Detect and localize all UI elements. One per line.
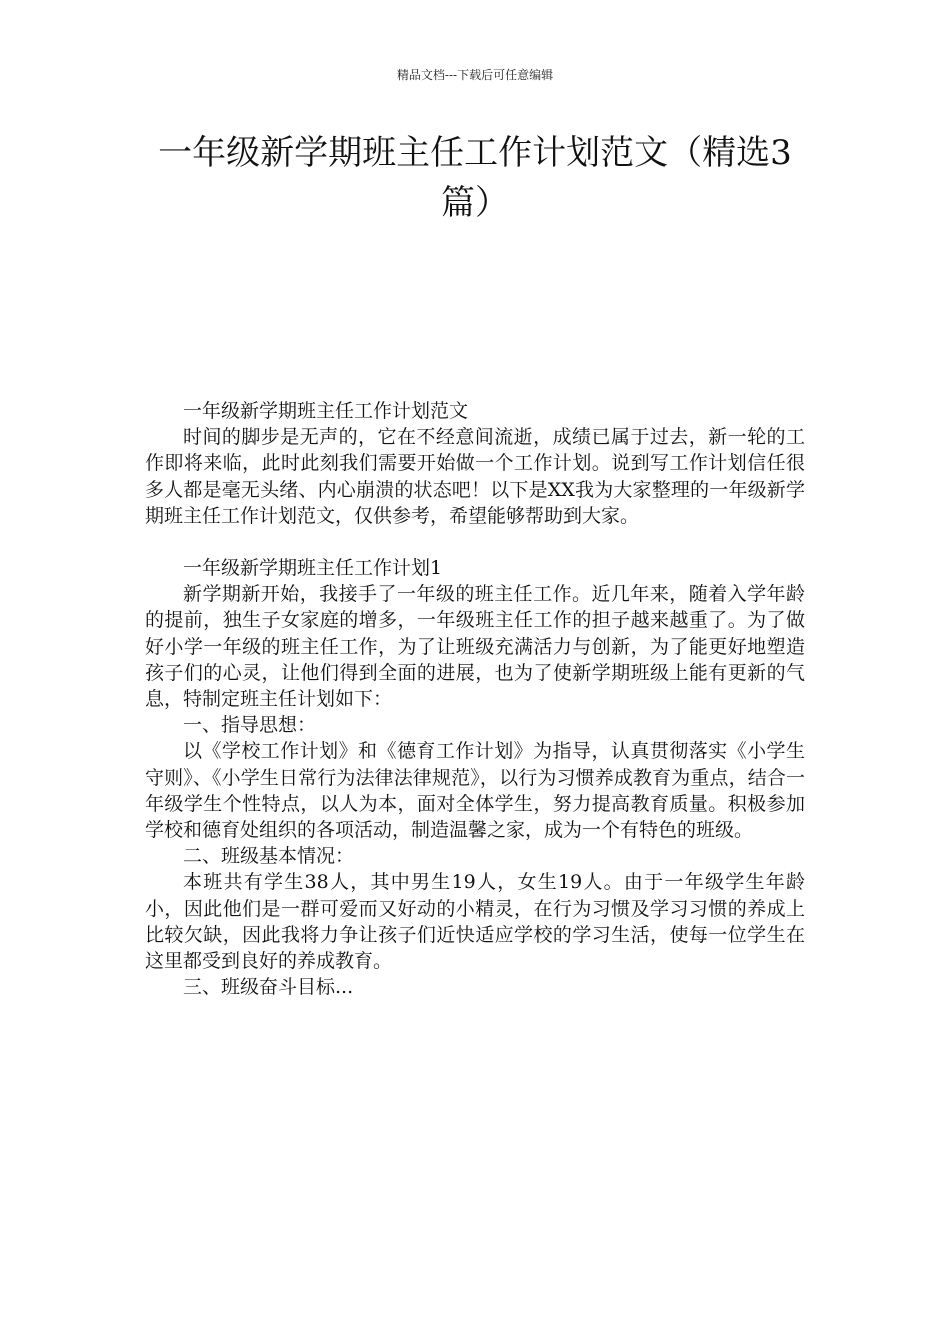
paragraph-spacer (145, 529, 805, 555)
intro-paragraph: 时间的脚步是无声的，它在不经意间流逝，成绩已属于过去，新一轮的工作即将来临，此时此刻我们需要开始做一个工作计划。说到写工作计划信任很多人都是毫无头绪、内心崩溃的状态吧！以下是XX我为大家整理的一年级新学期班主任工作计划范文，仅供参考，希望能够帮助到大家。 (145, 426, 805, 527)
basic-heading: 二、班级基本情况： (183, 845, 355, 868)
guide-paragraph: 以《学校工作计划》和《德育工作计划》为指导，认真贯彻落实《小学生守则》、《小学生日常行为法律法律规范》，以行为习惯养成教育为重点，结合一年级学生个性特点，以人为本，面对全体学生，努力提高教育质量。积极参加学校和德育处组织的各项活动，制造温馨之家，成为一个有特色的班级。 (145, 740, 805, 842)
intro-heading: 一年级新学期班主任工作计划范文 (183, 400, 469, 422)
header-note: 精品文档---下载后可任意编辑 (396, 68, 554, 82)
goal-heading: 三、班级奋斗目标... (183, 976, 354, 999)
document-body (145, 398, 805, 1000)
page-title: 一年级新学期班主任工作计划范文（精选3篇） (158, 133, 792, 223)
plan1-paragraph: 新学期新开始，我接手了一年级的班主任工作。近几年来，随着入学年龄的提前，独生子女家庭的增多，一年级班主任工作的担子越来越重了。为了做好小学一年级的班主任工作，为了让班级充满活力与创新，为了能更好地塑造孩子们的心灵，让他们得到全面的进展，也为了使新学期班级上能有更新的气息，特制定班主任计划如下： (145, 583, 805, 711)
plan1-heading: 一年级新学期班主任工作计划1 (183, 557, 443, 580)
basic-paragraph: 本班共有学生38人，其中男生19人，女生19人。由于一年级学生年龄小，因此他们是一群可爱而又好动的小精灵，在行为习惯及学习习惯的养成上比较欠缺，因此我将力争让孩子们近快适应学校的学习生活，使每一位学生在这里都受到良好的养成教育。 (145, 871, 805, 973)
guide-heading: 一、指导思想： (183, 714, 317, 737)
